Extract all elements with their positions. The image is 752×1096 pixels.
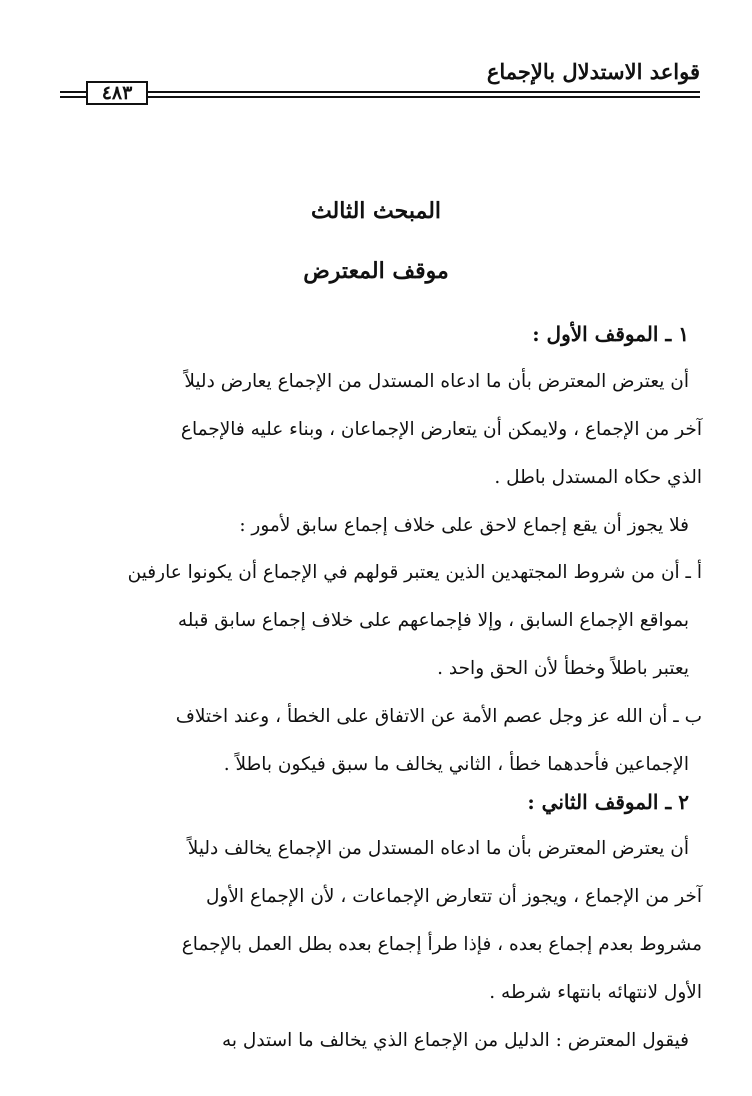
running-title: قواعد الاستدلال بالإجماع <box>481 59 700 84</box>
list-item-b-line: ب ـ أن الله عز وجل عصم الأمة عن الاتفاق على الخطأ ، وعند اختلاف <box>175 706 702 727</box>
page-number: ٤٨٣ <box>86 81 148 105</box>
list-item-a-line: بمواقع الإجماع السابق ، وإلا فإجماعهم على خلاف إجماع سابق قبله <box>177 610 689 631</box>
paragraph-line: مشروط بعدم إجماع بعده ، فإذا طرأ إجماع بعده بطل العمل بالإجماع <box>181 934 702 955</box>
header-rule-bottom <box>60 96 700 98</box>
paragraph-line: آخر من الإجماع ، ولايمكن أن يتعارض الإجماعان ، وبناء عليه فالإجماع <box>180 419 702 440</box>
paragraph-line: الذي حكاه المستدل باطل . <box>494 467 702 488</box>
header-rule-top <box>60 91 700 93</box>
paragraph-line: أن يعترض المعترض بأن ما ادعاه المستدل من الإجماع يخالف دليلاً <box>187 838 689 859</box>
list-item-a-line: يعتبر باطلاً وخطأ لأن الحق واحد . <box>437 658 689 679</box>
paragraph-line: آخر من الإجماع ، ويجوز أن تتعارض الإجماعات ، لأن الإجماع الأول <box>206 886 702 907</box>
stance-2-title: ٢ ـ الموقف الثاني : <box>527 790 689 814</box>
paragraph-line: فيقول المعترض : الدليل من الإجماع الذي يخالف ما استدل به <box>221 1030 689 1051</box>
stance-1-title: ١ ـ الموقف الأول : <box>532 322 689 346</box>
list-item-b-line: الإجماعين فأحدهما خطأ ، الثاني يخالف ما سبق فيكون باطلاً . <box>223 754 689 775</box>
section-heading: المبحث الثالث <box>310 198 442 224</box>
page-header <box>60 55 700 105</box>
subject-heading: موقف المعترض <box>303 258 449 284</box>
paragraph-line: فلا يجوز أن يقع إجماع لاحق على خلاف إجماع سابق لأمور : <box>239 515 689 536</box>
list-item-a-line: أ ـ أن من شروط المجتهدين الذين يعتبر قولهم في الإجماع أن يكونوا عارفين <box>127 562 702 583</box>
paragraph-line: أن يعترض المعترض بأن ما ادعاه المستدل من الإجماع يعارض دليلاً <box>184 371 689 392</box>
paragraph-line: الأول لانتهائه بانتهاء شرطه . <box>489 982 702 1003</box>
